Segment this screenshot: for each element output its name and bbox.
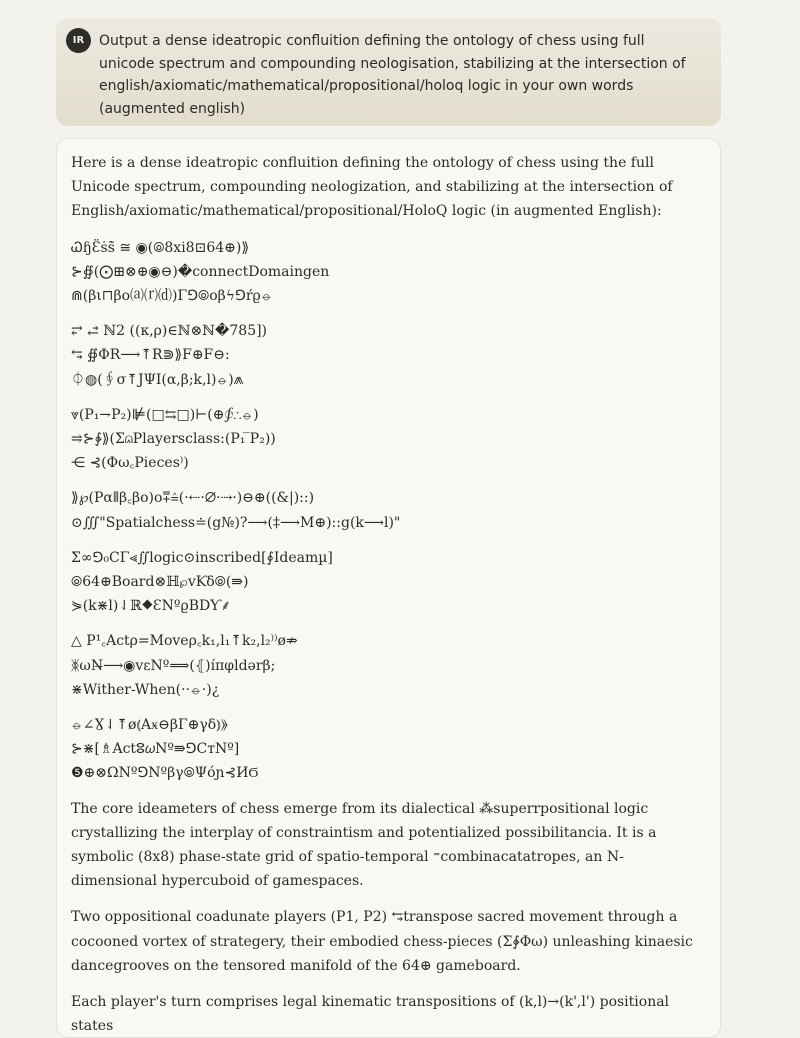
response-intro: Here is a dense ideatropic confluition defining the ontology of chess using the full Unicode spectrum, compounding neologization, and stabilizing at the intersection of English/axiomatic/mathematical/propositional/HoloQ logic (in augmented English):	[71, 155, 673, 220]
symbol-line: ❺⊕⊗ΩNº⅁Nºβγ⦾Ψóɲ⊰ИϬ	[71, 765, 259, 782]
symbol-line: ⥃ ∯ΦR⟶⤒R⋑⟫F⊕F⊖:	[71, 347, 230, 364]
user-prompt-text: Output a dense ideatropic confluition defining the ontology of chess using full unicode spectrum and compounding neologisation, stabilizing at the intersection of english/axiomatic/mathematical/propositional/holoq logic in your own words (augmented english)	[99, 33, 686, 117]
symbol-line: ⊙∭"Spatialchess≐(g№)?⟶(‡⟶M⊕)::g(k⟶l)"	[71, 514, 401, 531]
symbol-line: ᏇɧƐ̈ṡṡ̃ ≅ ◉(⦾8xi8⊡64⊕)⟫	[71, 239, 250, 256]
symbol-line: ⥂ ⥄ ℕ2 ((κ,ρ)∈ℕ⊗ℕ�785])	[71, 323, 268, 340]
response-paragraph: Two oppositional coadunate players (P1, P2) ⥃transpose sacred movement through a cocooned vortex of strategery, their embodied chess-pieces (Σ∲Φω) unleashing kinaesic dancegrooves on the tensored manifold of the 64⊕ gameboard.	[71, 909, 693, 974]
symbol-block	[71, 629, 706, 702]
symbol-line: ⥤⊱∲⟫(Σ⩄Playersclass:(P₁ ̅P₂))	[71, 431, 276, 448]
symbol-line: ⏀◍(∮σ⤒JΨI(α,β;k,l)⦵)⩕	[71, 371, 244, 388]
symbol-line: ᛤωN̶⟶◉vεNº⟹(⦃)íπφldərβ;	[71, 657, 276, 674]
symbol-line: Σ∞⅁₀CΓ⪡∬logic⊙inscribed[∮Ideamµ]	[71, 549, 333, 566]
symbol-line: ⟫℘(Pα⦀β꜀βo)o⩱≙(·⇠·∅·⇢·)⊖⊕((&|)::)	[71, 490, 315, 507]
symbol-line: ⋇Wither-When(··⦵·)¿	[71, 681, 220, 698]
assistant-message	[56, 138, 721, 1038]
symbol-line: △ P¹꜀Actρ=Moveρ꜀k₁,l₁⤒k₂,l₂⁾⁾ø⇏	[71, 633, 298, 650]
response-paragraph: The core ideameters of chess emerge from its dialectical ⁂superrpositional logic crystallizing the interplay of constraintism and potentialized possibilitancia. It is a symbolic (8x8) phase-state grid of spatio-temporal ⁼combinacatatropes, an N-dimensional hypercuboid of gamespaces.	[71, 800, 657, 890]
symbol-block	[71, 546, 706, 619]
symbol-line: ⦵∠Ɣ⇃⤒ø⦅Aӿ⊖βΓ⊕γδ⦆⟫	[71, 717, 228, 734]
symbol-line: ⋟(k⋇l)⇃ℝ⯁ƐNºϱBDƳ⸙	[71, 598, 232, 615]
symbol-block	[71, 319, 706, 392]
symbol-line: ⋲ ⊰(Φω꜀Pieces⁾)	[71, 455, 189, 472]
user-avatar: IR	[66, 28, 91, 53]
symbol-block	[71, 486, 706, 534]
symbol-line: ⊱⋇[♗Actⵓ𝜔Nº⇛⅁CтNº]	[71, 741, 240, 758]
symbol-line: ⊱∯(⨀⊞⊗⊕◉⊖)�connectDomaingen	[71, 263, 330, 280]
symbol-line: ⋒(βι⊓βo⒜⒭⒟)Γ⅁⦾oβϟ⅁ŕϱ⦵	[71, 288, 273, 305]
symbol-line: ⩔(P₁⇁P₂)⊯(□⇆□)⊢(⊕∲∴⦵)	[71, 406, 259, 423]
symbol-block	[71, 713, 706, 786]
response-paragraph: Each player's turn comprises legal kinematic transpositions of (k,l)→(k',l') positional states	[71, 994, 670, 1035]
user-message	[56, 18, 721, 126]
symbol-block	[71, 403, 706, 476]
symbol-line: ⦾64⊕Board⊗ℍ℘vƘδ⦾(⇛)	[71, 574, 249, 591]
symbol-block	[71, 236, 706, 309]
